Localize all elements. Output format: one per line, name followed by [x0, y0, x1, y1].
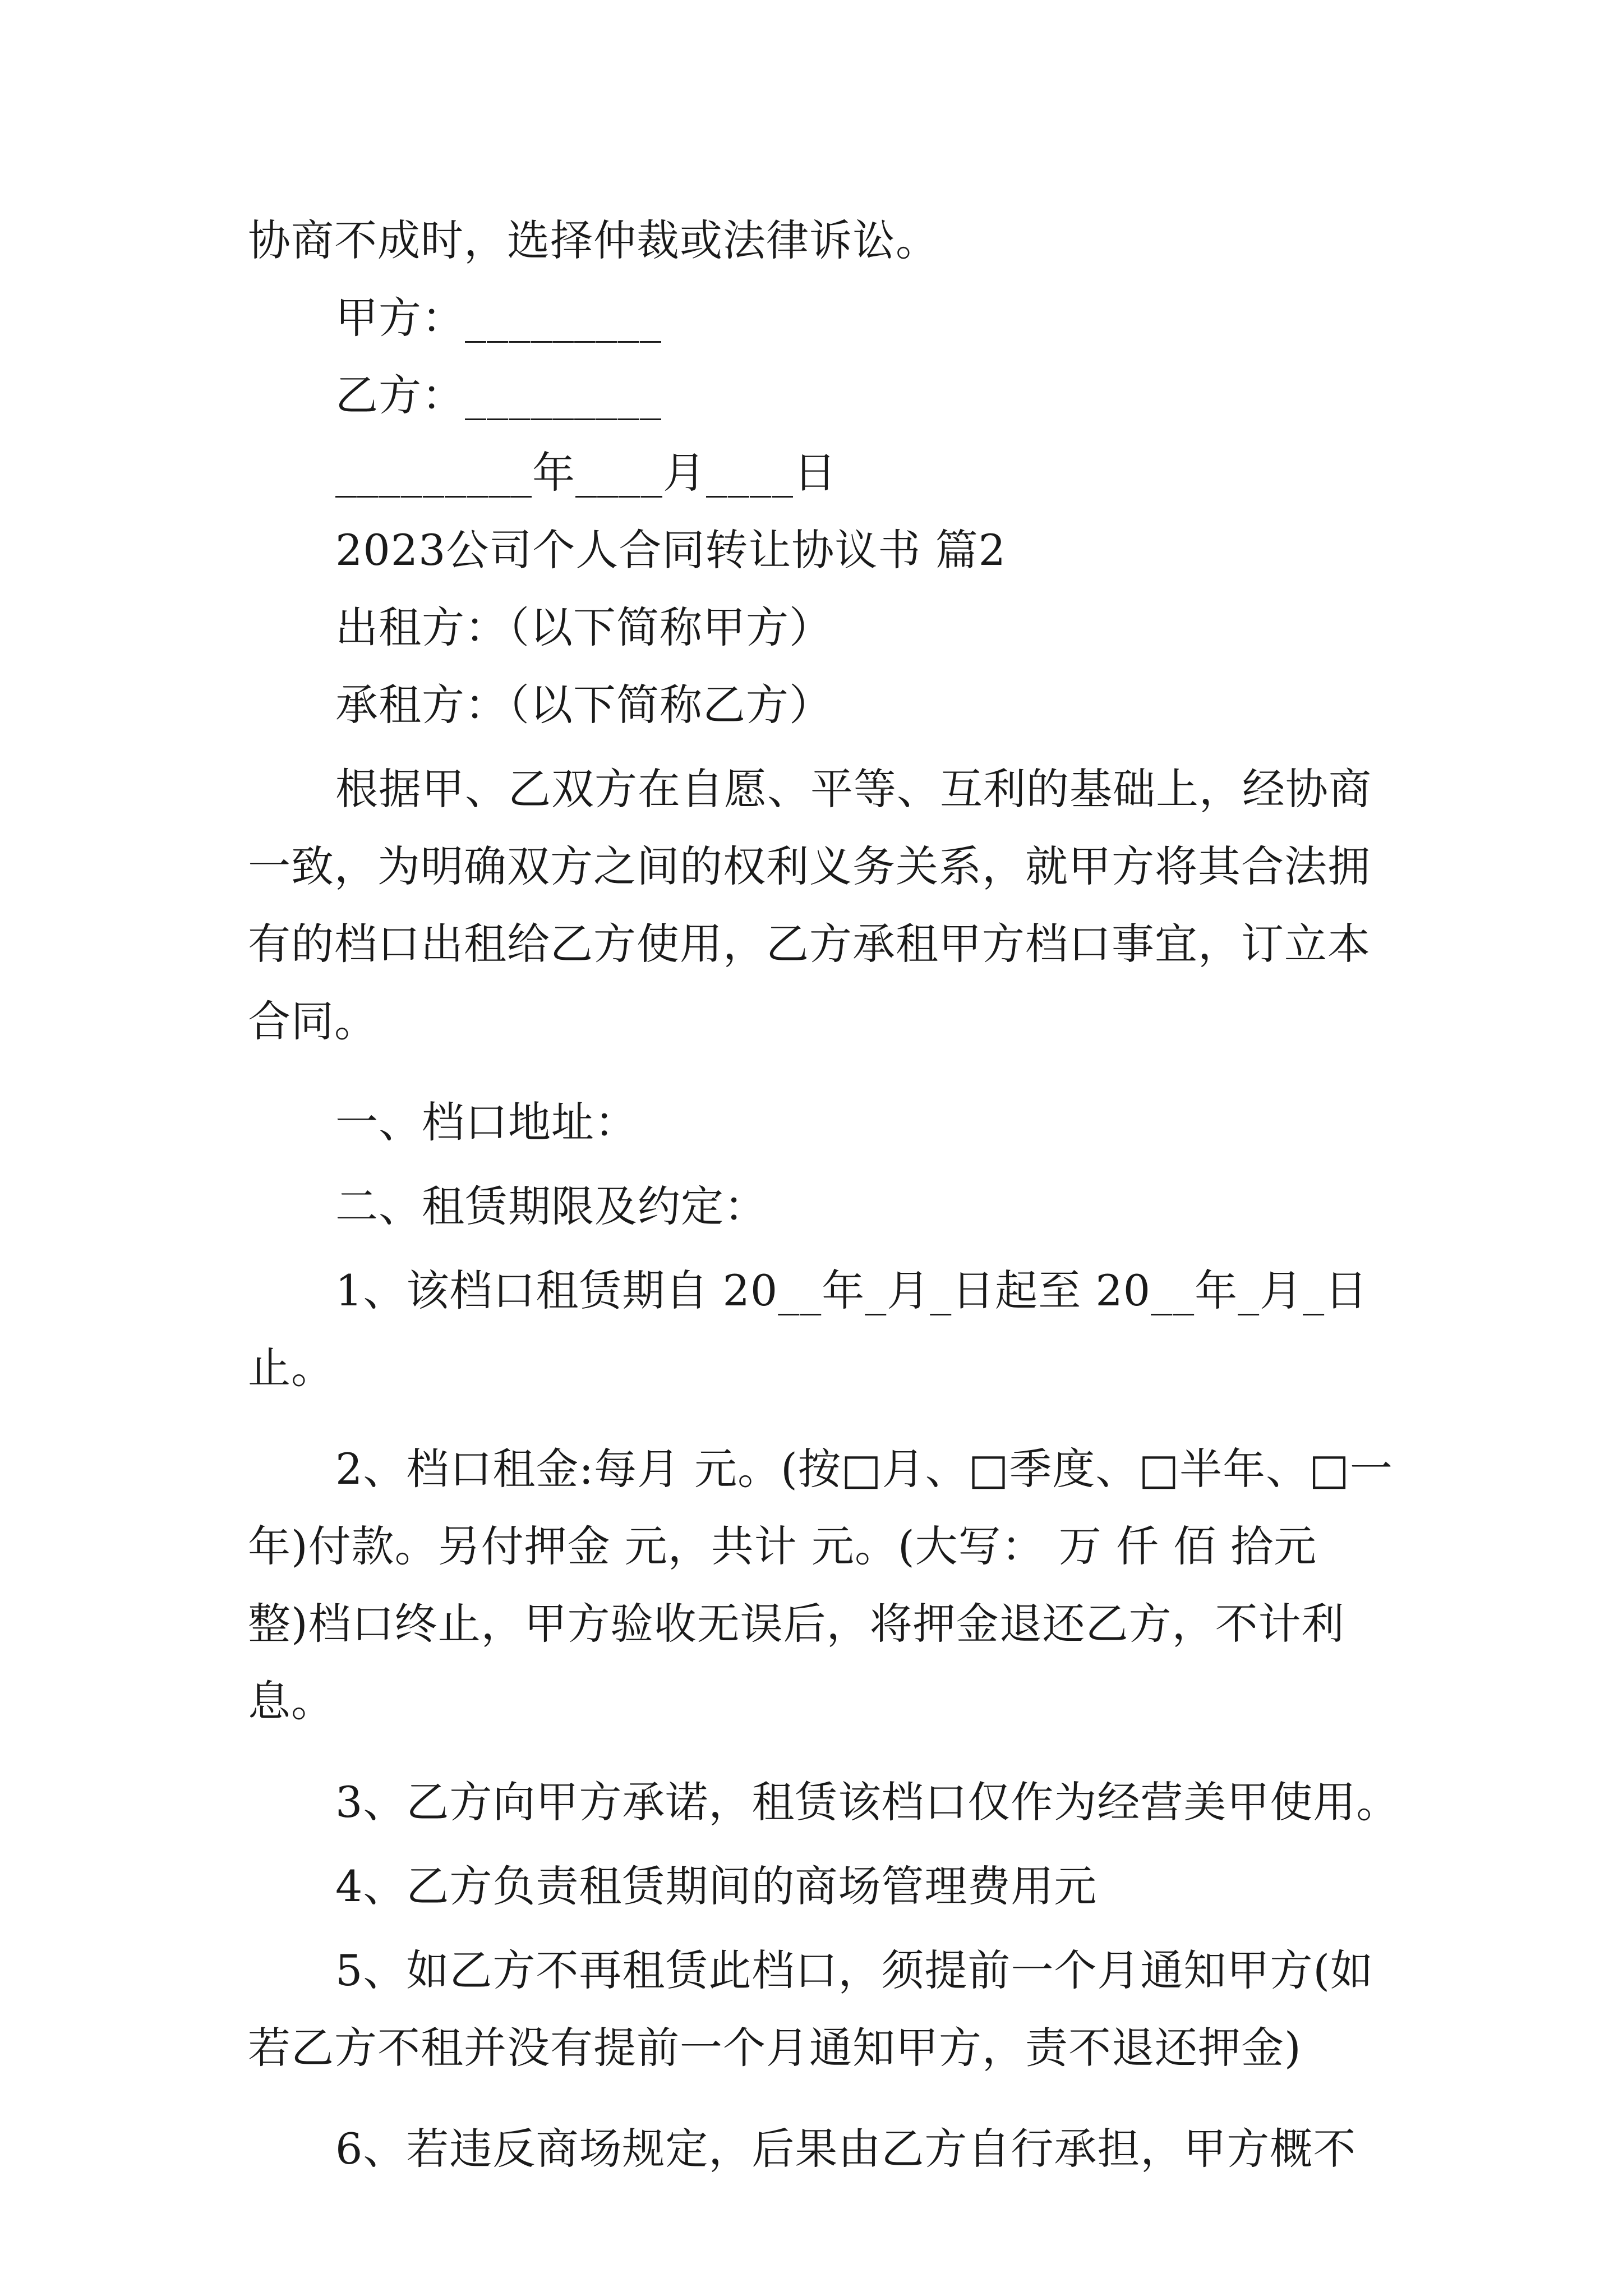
- party-a-signature-line: 甲方：_________: [335, 293, 662, 343]
- date-line: _________年____月____日: [335, 448, 837, 498]
- clause-3-line: 3、乙方向甲方承诺，租赁该档口仅作为经营美甲使用。: [335, 1777, 1400, 1827]
- clause-2-line: 年)付款。另付押金 元，共计 元。(大写： 万 仟 佰 拾元: [248, 1521, 1317, 1571]
- clause-2-line: 2、档口租金:每月 元。(按□月、□季度、□半年、□一: [335, 1444, 1393, 1494]
- section-title: 2023公司个人合同转让协议书 篇2: [335, 525, 1006, 575]
- paragraph-line-dispute: 协商不成时，选择仲裁或法律诉讼。: [248, 215, 939, 265]
- intro-paragraph-line: 合同。: [248, 996, 377, 1046]
- intro-paragraph-line: 一致，为明确双方之间的权利义务关系，就甲方将其合法拥: [248, 841, 1371, 891]
- clause-4-line: 4、乙方负责租赁期间的商场管理费用元: [335, 1861, 1098, 1911]
- clause-heading-address: 一、档口地址：: [335, 1097, 638, 1147]
- lessee-line: 承租方：（以下简称乙方）: [335, 680, 832, 730]
- intro-paragraph-line: 根据甲、乙双方在自愿、平等、互利的基础上，经协商: [335, 764, 1372, 814]
- document-page: [248, 202, 1400, 2188]
- party-b-signature-line: 乙方：_________: [335, 370, 662, 420]
- clause-1-line: 1、该档口租赁期自 20__年_月_日起至 20__年_月_日: [335, 1266, 1368, 1315]
- clause-6-line: 6、若违反商场规定，后果由乙方自行承担，甲方概不: [335, 2124, 1357, 2174]
- lessor-line: 出租方：（以下简称甲方）: [335, 602, 832, 652]
- intro-paragraph-line: 有的档口出租给乙方使用，乙方承租甲方档口事宜，订立本: [248, 919, 1371, 969]
- clause-2-line: 整)档口终止，甲方验收无误后，将押金退还乙方，不计利: [248, 1599, 1345, 1649]
- clause-5-line: 若乙方不租并没有提前一个月通知甲方，责不退还押金): [248, 2023, 1302, 2073]
- clause-1-line: 止。: [248, 1343, 334, 1393]
- clause-heading-term: 二、租赁期限及约定：: [335, 1181, 767, 1231]
- clause-5-line: 5、如乙方不再租赁此档口，须提前一个月通知甲方(如: [335, 1945, 1374, 1995]
- clause-2-line: 息。: [248, 1676, 334, 1726]
